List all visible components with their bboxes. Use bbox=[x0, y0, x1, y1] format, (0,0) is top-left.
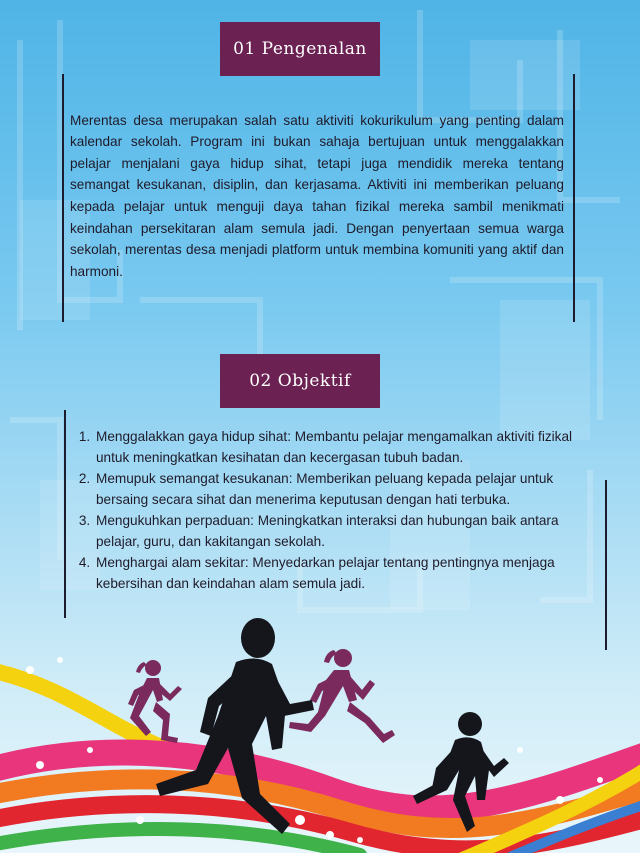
section-heading-objektif bbox=[220, 354, 380, 408]
list-item: 1. Menggalakkan gaya hidup sihat: Membantu pelajar mengamalkan aktiviti fizikal untuk meningkatkan kesihatan dan kecergasan tubuh badan. bbox=[94, 426, 604, 468]
list-item: 4. Menghargai alam sekitar: Menyedarkan pelajar tentang pentingnya menjaga kebersihan dan keindahan alam semula jadi. bbox=[94, 552, 604, 594]
list-item: 3. Mengukuhkan perpaduan: Meningkatkan interaksi dan hubungan baik antara pelajar, guru, dan kakitangan sekolah. bbox=[94, 510, 604, 552]
objectives-list bbox=[70, 426, 604, 594]
divider-line bbox=[64, 410, 66, 618]
list-item: 2. Memupuk semangat kesukanan: Memberikan peluang kepada pelajar untuk bersaing secara sihat dan menerima keputusan dengan hati terbuka. bbox=[94, 468, 604, 510]
section-heading-text: 01 Pengenalan bbox=[233, 39, 367, 59]
section-heading-text: 02 Objektif bbox=[249, 371, 351, 391]
intro-paragraph: Merentas desa merupakan salah satu aktiviti kokurikulum yang penting dalam kalendar sekolah. Program ini bukan sahaja bertujuan untuk menggalakkan pelajar menjalani gaya hidup sihat, tetapi juga mendidik mereka tentang semangat kesukanan, disiplin, dan kerjasama. Aktiviti ini memberikan peluang kepada pelajar untuk menguji daya tahan fizikal mereka sambil menikmati keindahan persekitaran alam semula jadi. Dengan penyertaan semua warga sekolah, merentas desa menjadi platform untuk membina komuniti yang aktif dan harmoni. bbox=[70, 112, 564, 279]
runners-illustration bbox=[0, 600, 640, 853]
rainbow-ribbons bbox=[0, 670, 640, 853]
divider-line bbox=[62, 74, 64, 322]
runner-girl-right-icon bbox=[289, 649, 395, 743]
divider-line bbox=[573, 74, 575, 322]
section-heading-pengenalan bbox=[220, 22, 380, 76]
